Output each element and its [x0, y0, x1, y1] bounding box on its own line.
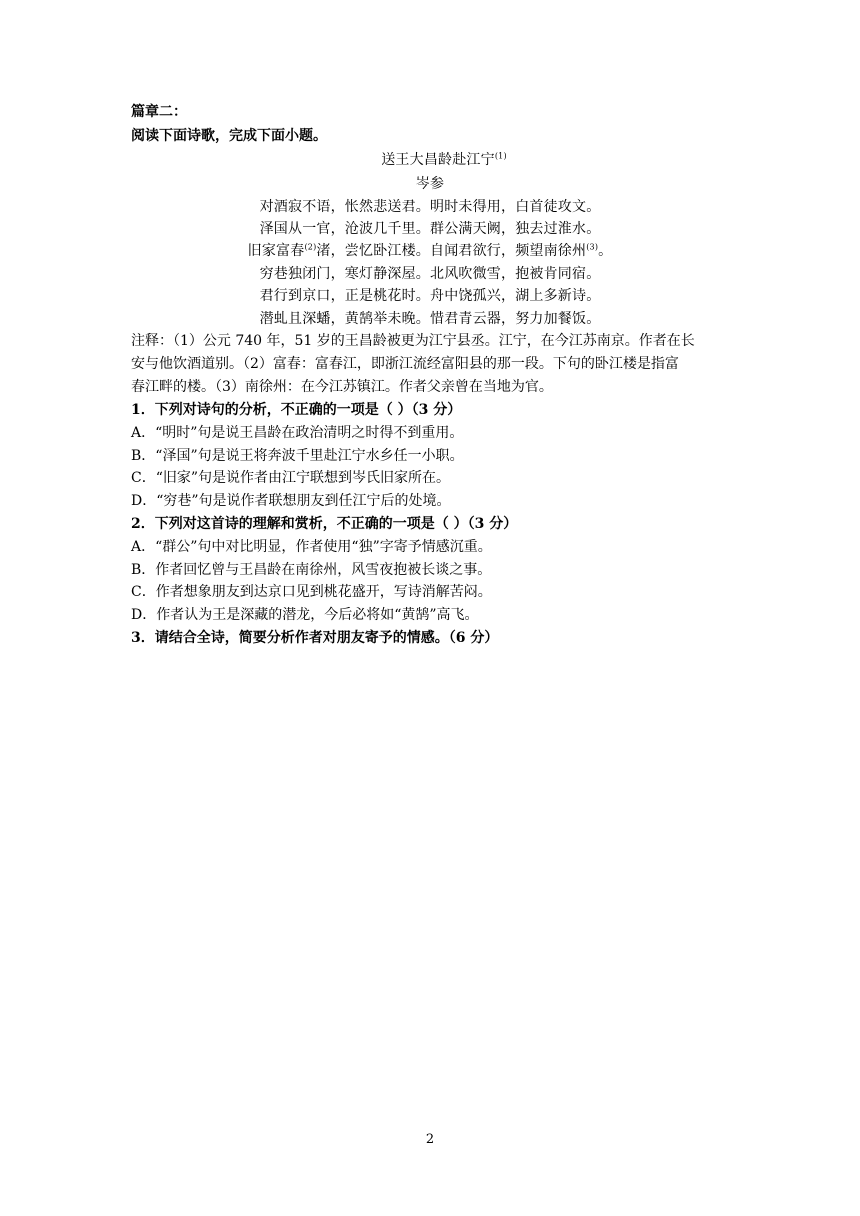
- note-line: 安与他饮酒道别。（2）富春：富春江，即浙江流经富阳县的那一段。下句的卧江楼是指富: [131, 356, 679, 372]
- poem-title: [14, 150, 860, 170]
- question-option: D．作者认为王是深藏的潜龙，今后必将如“黄鹄”高飞。: [131, 607, 479, 623]
- poem-line: 潜虬且深蟠，黄鹄举未晚。惜君青云器，努力加餐饭。: [259, 311, 601, 327]
- poem-author: 岑参: [415, 176, 445, 192]
- question-option: C．作者想象朋友到达京口见到桃花盛开，写诗消解苦闷。: [131, 584, 492, 600]
- note-line: 注释：（1）公元 740 年，51 岁的王昌龄被更为江宁县丞。江宁，在今江苏南京。作者在长: [131, 333, 695, 349]
- poem-title-text: 送王大昌龄赴江宁: [381, 152, 495, 168]
- question-option: A．“明时”句是说王昌龄在政治清明之时得不到重用。: [131, 425, 464, 441]
- question-stem: 3．请结合全诗，简要分析作者对朋友寄予的情感。（6 分）: [131, 630, 499, 646]
- poem-line: [0, 241, 860, 261]
- poem-line-part: 旧家富春: [247, 243, 305, 259]
- note-mark: (2): [304, 242, 317, 252]
- question-option: B．作者回忆曾与王昌龄在南徐州，风雪夜抱被长谈之事。: [131, 562, 492, 578]
- question-stem: 2．下列对这首诗的理解和赏析，不正确的一项是（ ）（3 分）: [131, 516, 518, 532]
- question-stem: 1．下列对诗句的分析，不正确的一项是（ ）（3 分）: [131, 402, 462, 418]
- poem-title-note-mark: (1): [494, 151, 507, 161]
- instruction: 阅读下面诗歌，完成下面小题。: [131, 128, 327, 144]
- note-line: 春江畔的楼。（3）南徐州：在今江苏镇江。作者父亲曾在当地为官。: [131, 379, 553, 395]
- poem-line: 对酒寂不语，怅然悲送君。明时未得用，白首徒攻文。: [259, 199, 601, 215]
- note-mark: (3): [586, 242, 599, 252]
- poem-line-part: 。: [598, 243, 613, 259]
- question-option: D．“穷巷”句是说作者联想朋友到任江宁后的处境。: [131, 493, 451, 509]
- poem-line: 穷巷独闭门，寒灯静深屋。北风吹微雪，抱被肯同宿。: [259, 266, 601, 282]
- question-option: A．“群公”句中对比明显，作者使用“独”字寄予情感沉重。: [131, 539, 492, 555]
- question-option: B．“泽国”句是说王将奔波千里赴江宁水乡任一小职。: [131, 448, 464, 464]
- question-option: C．“旧家”句是说作者由江宁联想到岑氏旧家所在。: [131, 470, 451, 486]
- section-title: 篇章二：: [131, 104, 187, 120]
- poem-line: 泽国从一官，沧波几千里。群公满天阙，独去过淮水。: [259, 221, 601, 237]
- poem-line: 君行到京口，正是桃花时。舟中饶孤兴，湖上多新诗。: [259, 288, 601, 304]
- page-number: 2: [425, 1132, 435, 1147]
- poem-line-part: 渚，尝忆卧江楼。自闻君欲行，频望南徐州: [316, 243, 587, 259]
